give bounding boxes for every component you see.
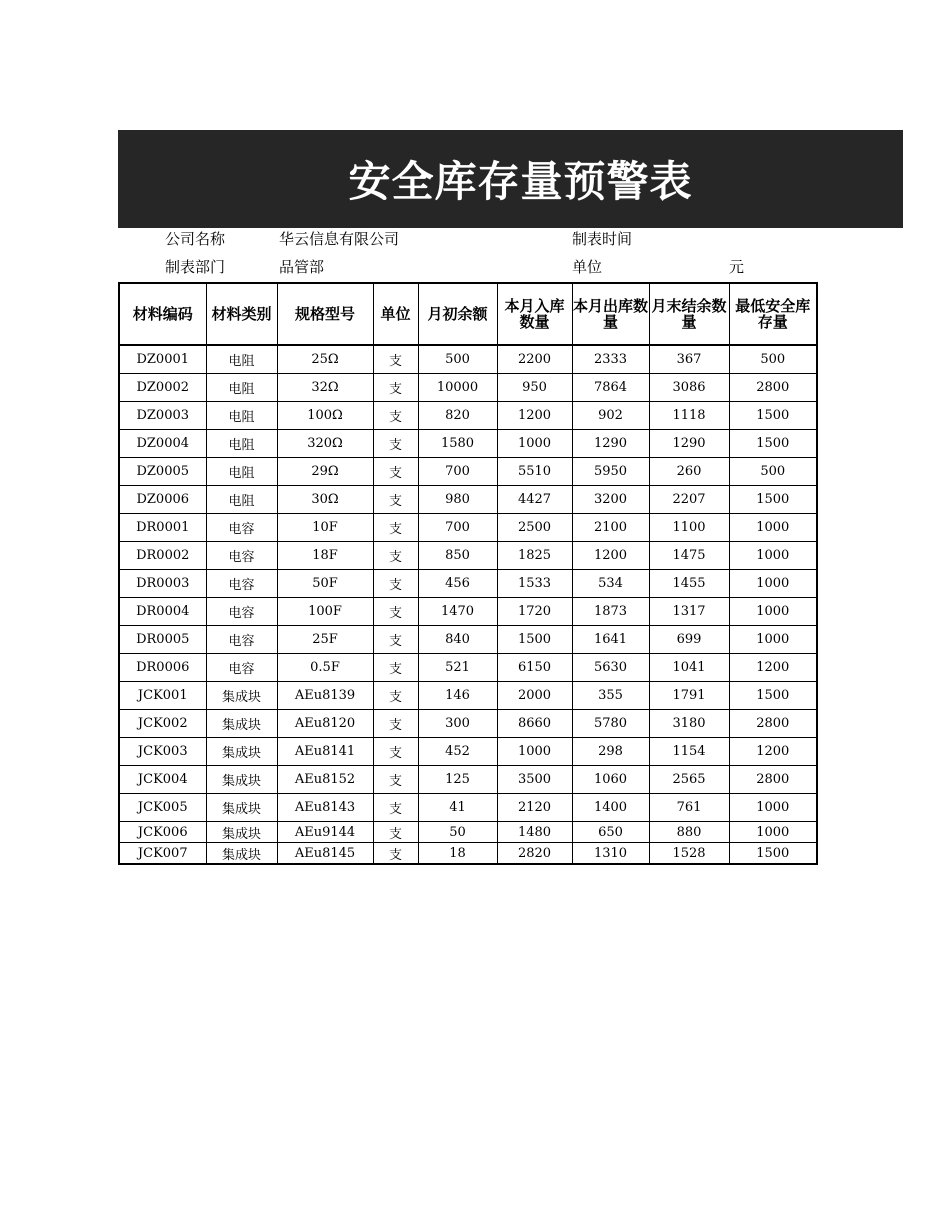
cell-spec-model: AEu8143 <box>277 794 373 822</box>
cell-inbound-qty: 1533 <box>497 570 572 598</box>
cell-unit: 支 <box>373 682 418 710</box>
cell-outbound-qty: 1200 <box>572 542 649 570</box>
cell-unit: 支 <box>373 345 418 374</box>
cell-outbound-qty: 1873 <box>572 598 649 626</box>
cell-opening-balance: 1470 <box>418 598 497 626</box>
cell-outbound-qty: 298 <box>572 738 649 766</box>
department-value: 品管部 <box>279 258 325 276</box>
cell-opening-balance: 146 <box>418 682 497 710</box>
cell-min-safety-stock: 2800 <box>729 374 817 402</box>
cell-unit: 支 <box>373 458 418 486</box>
cell-material-category: 电阻 <box>206 430 277 458</box>
cell-unit: 支 <box>373 374 418 402</box>
cell-unit: 支 <box>373 598 418 626</box>
header-spec-model: 规格型号 <box>277 283 373 345</box>
cell-min-safety-stock: 500 <box>729 345 817 374</box>
table-row <box>119 345 817 374</box>
cell-closing-qty: 1290 <box>649 430 729 458</box>
cell-inbound-qty: 950 <box>497 374 572 402</box>
cell-min-safety-stock: 1000 <box>729 598 817 626</box>
cell-spec-model: AEu8152 <box>277 766 373 794</box>
cell-closing-qty: 2565 <box>649 766 729 794</box>
cell-opening-balance: 41 <box>418 794 497 822</box>
table-row <box>119 654 817 682</box>
cell-material-code: DR0003 <box>119 570 206 598</box>
cell-closing-qty: 367 <box>649 345 729 374</box>
cell-closing-qty: 1475 <box>649 542 729 570</box>
title-banner <box>118 130 903 228</box>
header-min-safety-stock: 最低安全库存量 <box>729 283 817 345</box>
inventory-table <box>118 282 818 865</box>
table-row <box>119 570 817 598</box>
cell-material-code: DZ0002 <box>119 374 206 402</box>
cell-min-safety-stock: 500 <box>729 458 817 486</box>
cell-min-safety-stock: 2800 <box>729 710 817 738</box>
cell-min-safety-stock: 1000 <box>729 514 817 542</box>
cell-outbound-qty: 1290 <box>572 430 649 458</box>
cell-unit: 支 <box>373 542 418 570</box>
cell-closing-qty: 1154 <box>649 738 729 766</box>
header-unit: 单位 <box>373 283 418 345</box>
cell-unit: 支 <box>373 514 418 542</box>
cell-closing-qty: 1528 <box>649 843 729 865</box>
company-label: 公司名称 <box>165 230 226 248</box>
cell-spec-model: 10F <box>277 514 373 542</box>
cell-outbound-qty: 5950 <box>572 458 649 486</box>
cell-inbound-qty: 2120 <box>497 794 572 822</box>
cell-inbound-qty: 1825 <box>497 542 572 570</box>
cell-min-safety-stock: 1000 <box>729 570 817 598</box>
cell-unit: 支 <box>373 486 418 514</box>
cell-outbound-qty: 1400 <box>572 794 649 822</box>
cell-material-category: 电阻 <box>206 374 277 402</box>
cell-opening-balance: 18 <box>418 843 497 865</box>
cell-inbound-qty: 8660 <box>497 710 572 738</box>
cell-inbound-qty: 2820 <box>497 843 572 865</box>
cell-min-safety-stock: 1500 <box>729 682 817 710</box>
cell-min-safety-stock: 1500 <box>729 430 817 458</box>
cell-spec-model: AEu8139 <box>277 682 373 710</box>
cell-spec-model: 50F <box>277 570 373 598</box>
cell-inbound-qty: 5510 <box>497 458 572 486</box>
cell-material-category: 电阻 <box>206 345 277 374</box>
table-row <box>119 794 817 822</box>
cell-closing-qty: 699 <box>649 626 729 654</box>
cell-spec-model: 25Ω <box>277 345 373 374</box>
cell-spec-model: AEu8141 <box>277 738 373 766</box>
table-row <box>119 486 817 514</box>
cell-inbound-qty: 2200 <box>497 345 572 374</box>
cell-min-safety-stock: 1000 <box>729 542 817 570</box>
cell-material-category: 集成块 <box>206 738 277 766</box>
cell-spec-model: 25F <box>277 626 373 654</box>
cell-opening-balance: 300 <box>418 710 497 738</box>
cell-closing-qty: 761 <box>649 794 729 822</box>
cell-opening-balance: 700 <box>418 514 497 542</box>
header-material-category: 材料类别 <box>206 283 277 345</box>
cell-outbound-qty: 5780 <box>572 710 649 738</box>
header-opening-balance: 月初余额 <box>418 283 497 345</box>
cell-opening-balance: 10000 <box>418 374 497 402</box>
cell-spec-model: 0.5F <box>277 654 373 682</box>
cell-unit: 支 <box>373 654 418 682</box>
cell-material-category: 集成块 <box>206 794 277 822</box>
cell-spec-model: 18F <box>277 542 373 570</box>
cell-material-category: 集成块 <box>206 682 277 710</box>
cell-material-category: 电容 <box>206 654 277 682</box>
cell-min-safety-stock: 1500 <box>729 843 817 865</box>
unit-label: 单位 <box>572 258 603 276</box>
table-row <box>119 710 817 738</box>
table-row <box>119 682 817 710</box>
cell-material-category: 电阻 <box>206 486 277 514</box>
cell-closing-qty: 3086 <box>649 374 729 402</box>
cell-opening-balance: 820 <box>418 402 497 430</box>
cell-closing-qty: 1118 <box>649 402 729 430</box>
header-inbound-qty: 本月入库数量 <box>497 283 572 345</box>
cell-opening-balance: 840 <box>418 626 497 654</box>
cell-material-category: 电容 <box>206 514 277 542</box>
cell-material-code: DZ0003 <box>119 402 206 430</box>
cell-closing-qty: 2207 <box>649 486 729 514</box>
cell-inbound-qty: 1480 <box>497 822 572 843</box>
table-row <box>119 738 817 766</box>
header-closing-qty: 月末结余数量 <box>649 283 729 345</box>
cell-inbound-qty: 1200 <box>497 402 572 430</box>
cell-inbound-qty: 3500 <box>497 766 572 794</box>
cell-material-code: DZ0001 <box>119 345 206 374</box>
cell-closing-qty: 1455 <box>649 570 729 598</box>
cell-outbound-qty: 1060 <box>572 766 649 794</box>
cell-material-code: JCK001 <box>119 682 206 710</box>
cell-unit: 支 <box>373 822 418 843</box>
cell-material-code: JCK006 <box>119 822 206 843</box>
cell-material-category: 电容 <box>206 570 277 598</box>
cell-material-code: DR0004 <box>119 598 206 626</box>
cell-unit: 支 <box>373 430 418 458</box>
cell-min-safety-stock: 1200 <box>729 654 817 682</box>
cell-closing-qty: 260 <box>649 458 729 486</box>
cell-material-category: 电阻 <box>206 402 277 430</box>
unit-value: 元 <box>729 258 745 276</box>
table-row <box>119 598 817 626</box>
cell-unit: 支 <box>373 710 418 738</box>
cell-material-code: DR0001 <box>119 514 206 542</box>
cell-material-code: DR0005 <box>119 626 206 654</box>
cell-outbound-qty: 2333 <box>572 345 649 374</box>
cell-material-code: DR0002 <box>119 542 206 570</box>
cell-closing-qty: 1041 <box>649 654 729 682</box>
cell-material-code: JCK002 <box>119 710 206 738</box>
cell-closing-qty: 3180 <box>649 710 729 738</box>
cell-material-category: 电容 <box>206 598 277 626</box>
table-row <box>119 843 817 865</box>
cell-material-category: 集成块 <box>206 843 277 865</box>
cell-material-code: DR0006 <box>119 654 206 682</box>
cell-opening-balance: 980 <box>418 486 497 514</box>
cell-min-safety-stock: 1000 <box>729 626 817 654</box>
cell-material-category: 电阻 <box>206 458 277 486</box>
cell-spec-model: 100Ω <box>277 402 373 430</box>
cell-material-category: 集成块 <box>206 822 277 843</box>
cell-unit: 支 <box>373 766 418 794</box>
cell-opening-balance: 521 <box>418 654 497 682</box>
cell-inbound-qty: 1720 <box>497 598 572 626</box>
cell-closing-qty: 1791 <box>649 682 729 710</box>
cell-material-code: DZ0006 <box>119 486 206 514</box>
cell-spec-model: 29Ω <box>277 458 373 486</box>
cell-outbound-qty: 2100 <box>572 514 649 542</box>
cell-inbound-qty: 1000 <box>497 738 572 766</box>
cell-opening-balance: 456 <box>418 570 497 598</box>
cell-outbound-qty: 355 <box>572 682 649 710</box>
cell-closing-qty: 1100 <box>649 514 729 542</box>
cell-outbound-qty: 3200 <box>572 486 649 514</box>
cell-min-safety-stock: 1200 <box>729 738 817 766</box>
department-label: 制表部门 <box>165 258 226 276</box>
sheet-title: 安全库存量预警表 <box>348 157 693 206</box>
cell-material-category: 电容 <box>206 542 277 570</box>
cell-spec-model: AEu9144 <box>277 822 373 843</box>
cell-material-code: JCK004 <box>119 766 206 794</box>
cell-min-safety-stock: 1000 <box>729 794 817 822</box>
cell-inbound-qty: 4427 <box>497 486 572 514</box>
cell-min-safety-stock: 1500 <box>729 486 817 514</box>
header-material-code: 材料编码 <box>119 283 206 345</box>
cell-opening-balance: 452 <box>418 738 497 766</box>
cell-outbound-qty: 650 <box>572 822 649 843</box>
table-row <box>119 766 817 794</box>
date-label: 制表时间 <box>572 230 633 248</box>
header-outbound-qty: 本月出库数量 <box>572 283 649 345</box>
cell-opening-balance: 50 <box>418 822 497 843</box>
cell-spec-model: 30Ω <box>277 486 373 514</box>
cell-opening-balance: 700 <box>418 458 497 486</box>
cell-opening-balance: 125 <box>418 766 497 794</box>
cell-inbound-qty: 2500 <box>497 514 572 542</box>
cell-spec-model: 32Ω <box>277 374 373 402</box>
cell-inbound-qty: 1000 <box>497 430 572 458</box>
cell-outbound-qty: 534 <box>572 570 649 598</box>
cell-spec-model: 100F <box>277 598 373 626</box>
cell-min-safety-stock: 1000 <box>729 822 817 843</box>
cell-material-code: JCK003 <box>119 738 206 766</box>
cell-material-code: JCK005 <box>119 794 206 822</box>
header-row <box>119 283 817 345</box>
cell-material-category: 集成块 <box>206 766 277 794</box>
cell-unit: 支 <box>373 570 418 598</box>
cell-material-category: 集成块 <box>206 710 277 738</box>
cell-closing-qty: 1317 <box>649 598 729 626</box>
cell-opening-balance: 1580 <box>418 430 497 458</box>
cell-unit: 支 <box>373 402 418 430</box>
cell-material-code: DZ0004 <box>119 430 206 458</box>
cell-min-safety-stock: 1500 <box>729 402 817 430</box>
cell-unit: 支 <box>373 843 418 865</box>
table-row <box>119 542 817 570</box>
table-row <box>119 626 817 654</box>
cell-material-category: 电容 <box>206 626 277 654</box>
cell-outbound-qty: 1310 <box>572 843 649 865</box>
table-row <box>119 458 817 486</box>
cell-outbound-qty: 1641 <box>572 626 649 654</box>
cell-unit: 支 <box>373 794 418 822</box>
company-value: 华云信息有限公司 <box>279 230 400 248</box>
table-row <box>119 514 817 542</box>
cell-spec-model: AEu8120 <box>277 710 373 738</box>
cell-unit: 支 <box>373 626 418 654</box>
table-row <box>119 822 817 843</box>
cell-spec-model: 320Ω <box>277 430 373 458</box>
cell-inbound-qty: 1500 <box>497 626 572 654</box>
cell-outbound-qty: 902 <box>572 402 649 430</box>
table-row <box>119 374 817 402</box>
cell-min-safety-stock: 2800 <box>729 766 817 794</box>
table-row <box>119 430 817 458</box>
cell-inbound-qty: 6150 <box>497 654 572 682</box>
cell-inbound-qty: 2000 <box>497 682 572 710</box>
cell-material-code: DZ0005 <box>119 458 206 486</box>
table-row <box>119 402 817 430</box>
cell-opening-balance: 500 <box>418 345 497 374</box>
cell-material-code: JCK007 <box>119 843 206 865</box>
cell-outbound-qty: 5630 <box>572 654 649 682</box>
cell-outbound-qty: 7864 <box>572 374 649 402</box>
cell-opening-balance: 850 <box>418 542 497 570</box>
cell-closing-qty: 880 <box>649 822 729 843</box>
cell-unit: 支 <box>373 738 418 766</box>
cell-spec-model: AEu8145 <box>277 843 373 865</box>
